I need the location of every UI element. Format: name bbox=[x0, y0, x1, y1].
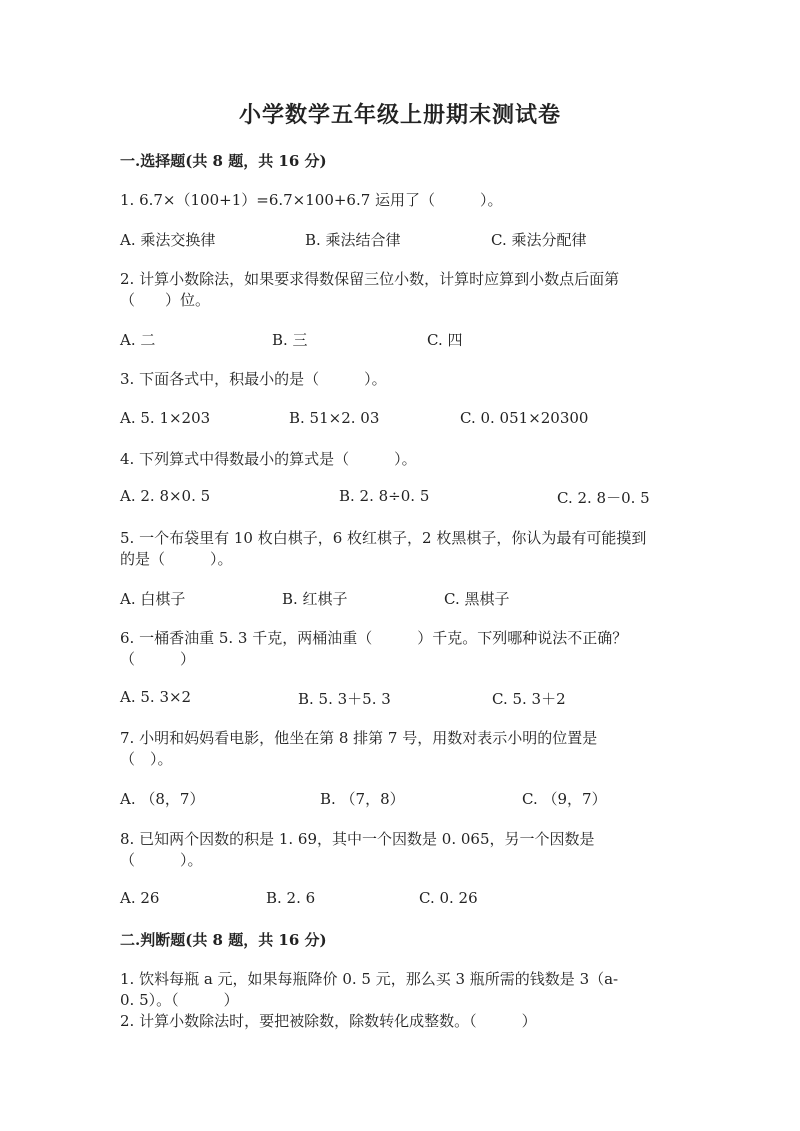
question-7-option-b: B. （7，8） bbox=[320, 790, 405, 808]
question-3-option-b: B. 51×2. 03 bbox=[289, 409, 380, 427]
question-5-text: 5. 一个布袋里有 10 枚白棋子，6 枚红棋子，2 枚黑棋子，你认为最有可能摸到 bbox=[120, 529, 647, 547]
question-2-text: 2. 计算小数除法，如果要求得数保留三位小数，计算时应算到小数点后面第 bbox=[120, 270, 620, 288]
question-1-text: 1. 6.7×（100+1）=6.7×100+6.7 运用了（ ）。 bbox=[120, 191, 503, 209]
question-5-option-c: C. 黑棋子 bbox=[444, 590, 510, 608]
question-8-option-b: B. 2. 6 bbox=[266, 889, 316, 907]
question-6-option-c: C. 5. 3＋2 bbox=[492, 690, 566, 708]
section-heading-choice: 一.选择题(共 8 题，共 16 分) bbox=[120, 152, 327, 170]
question-3-text: 3. 下面各式中，积最小的是（ ）。 bbox=[120, 370, 387, 388]
question-7-option-c: C. （9，7） bbox=[522, 790, 607, 808]
question-7-option-a: A. （8，7） bbox=[120, 790, 205, 808]
question-4-option-a: A. 2. 8×0. 5 bbox=[120, 487, 211, 505]
judgment-1-text-cont: 0. 5）。（ ） bbox=[120, 991, 239, 1009]
question-8-option-a: A. 26 bbox=[120, 889, 160, 907]
question-6-text-cont: （ ） bbox=[120, 650, 196, 668]
question-2-option-c: C. 四 bbox=[427, 331, 463, 349]
question-2-option-b: B. 三 bbox=[272, 331, 308, 349]
question-8-text-cont: （ ）。 bbox=[120, 851, 203, 869]
question-2-text-cont: （ ）位。 bbox=[120, 291, 211, 309]
question-5-text-cont: 的是（ ）。 bbox=[120, 550, 233, 568]
question-6-option-a: A. 5. 3×2 bbox=[120, 688, 192, 706]
question-1-option-b: B. 乘法结合律 bbox=[305, 231, 401, 249]
page-title: 小学数学五年级上册期末测试卷 bbox=[238, 102, 561, 128]
question-8-option-c: C. 0. 26 bbox=[419, 889, 478, 907]
question-2-option-a: A. 二 bbox=[120, 331, 156, 349]
question-5-option-a: A. 白棋子 bbox=[120, 590, 186, 608]
question-4-option-c: C. 2. 8－0. 5 bbox=[557, 489, 650, 507]
judgment-2-text: 2. 计算小数除法时，要把被除数，除数转化成整数。（ ） bbox=[120, 1012, 537, 1030]
section-heading-judgment: 二.判断题(共 8 题，共 16 分) bbox=[120, 931, 327, 949]
question-8-text: 8. 已知两个因数的积是 1. 69，其中一个因数是 0. 065，另一个因数是 bbox=[120, 830, 595, 848]
question-7-text: 7. 小明和妈妈看电影，他坐在第 8 排第 7 号，用数对表示小明的位置是 bbox=[120, 729, 598, 747]
question-1-option-a: A. 乘法交换律 bbox=[120, 231, 216, 249]
question-6-option-b: B. 5. 3＋5. 3 bbox=[298, 690, 391, 708]
question-1-option-c: C. 乘法分配律 bbox=[491, 231, 587, 249]
question-5-option-b: B. 红棋子 bbox=[282, 590, 348, 608]
question-7-text-cont: （ ）。 bbox=[120, 750, 173, 768]
question-4-option-b: B. 2. 8÷0. 5 bbox=[339, 487, 430, 505]
question-3-option-c: C. 0. 051×20300 bbox=[460, 409, 589, 427]
judgment-1-text: 1. 饮料每瓶 a 元，如果每瓶降价 0. 5 元，那么买 3 瓶所需的钱数是 3（a- bbox=[120, 970, 619, 988]
question-4-text: 4. 下列算式中得数最小的算式是（ ）。 bbox=[120, 450, 417, 468]
question-6-text: 6. 一桶香油重 5. 3 千克，两桶油重（ ）千克。下列哪种说法不正确？ bbox=[120, 629, 628, 647]
question-3-option-a: A. 5. 1×203 bbox=[120, 409, 211, 427]
